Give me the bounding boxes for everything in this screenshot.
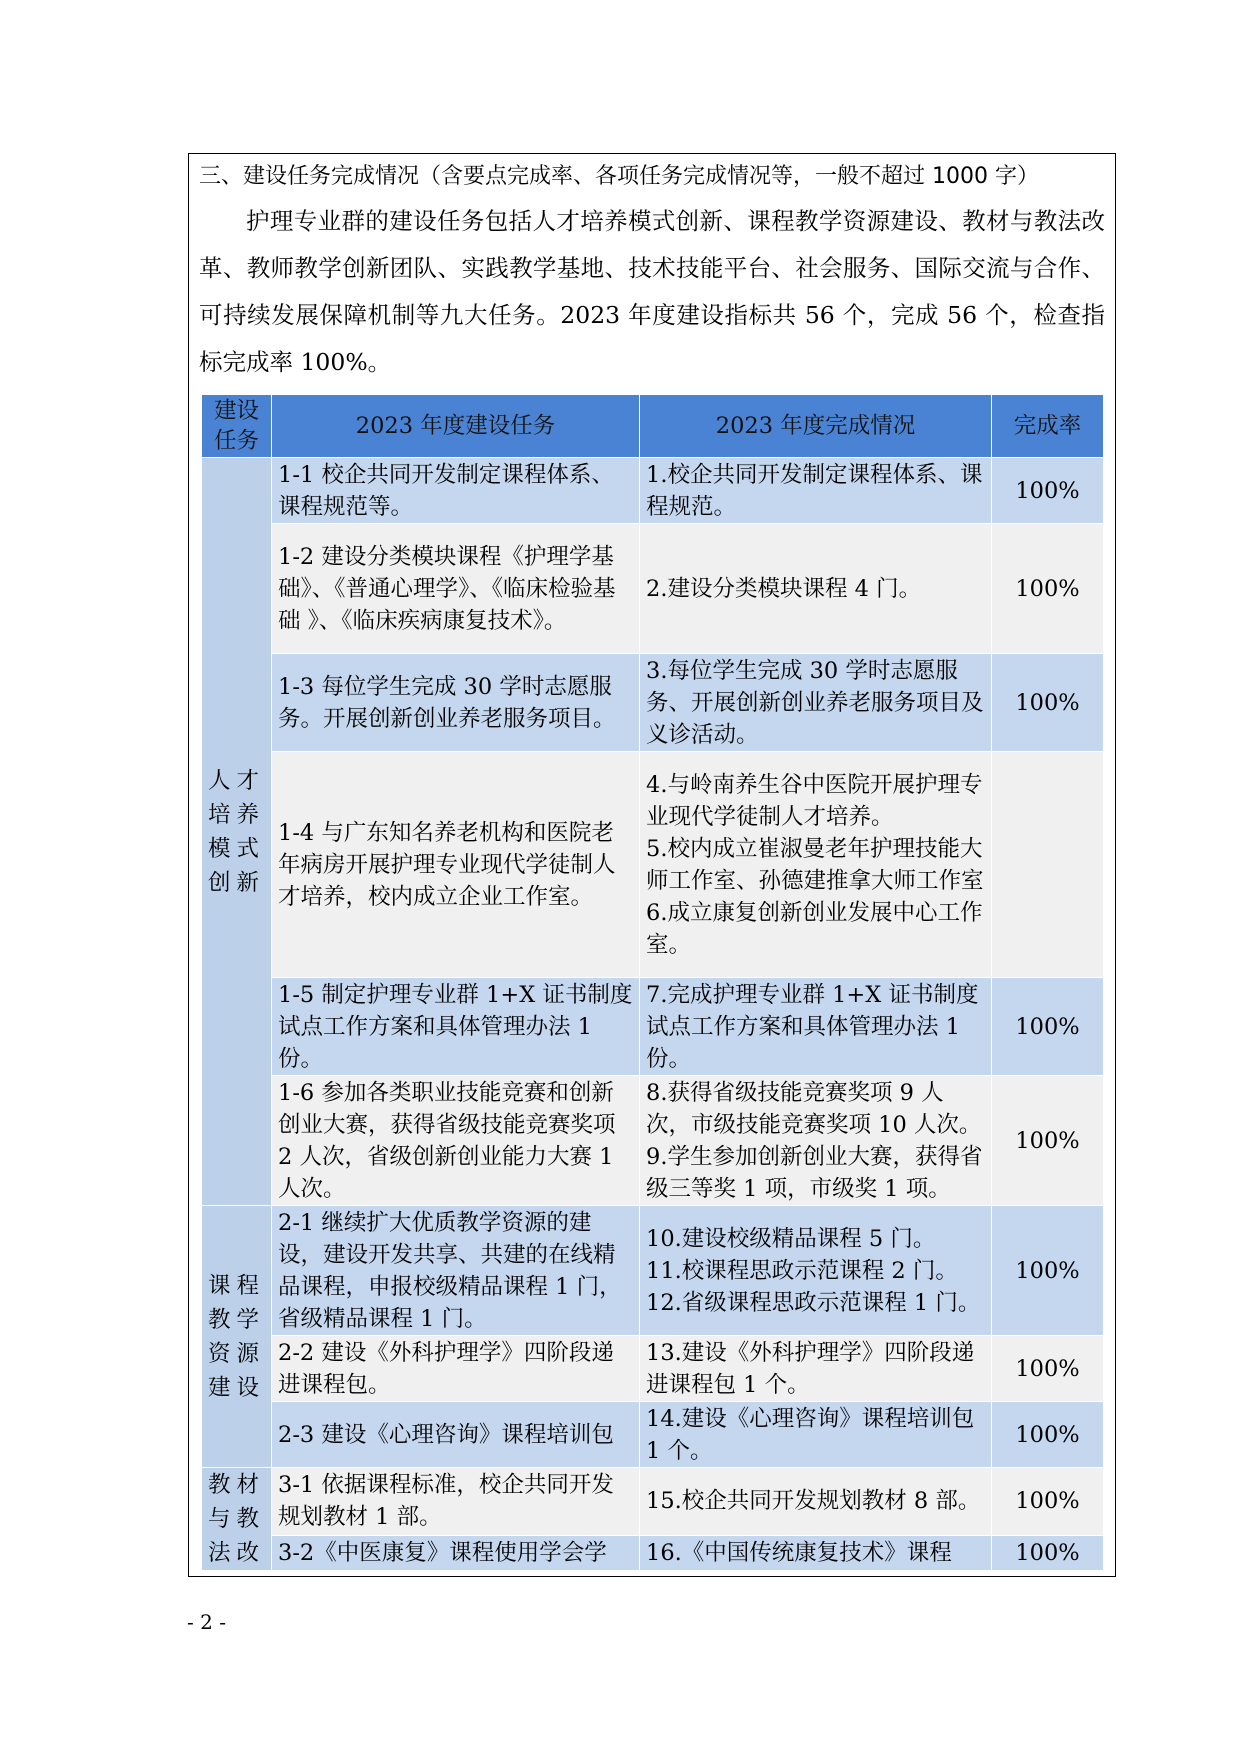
header-task: 2023 年度建设任务 (272, 395, 640, 458)
result-line: 14.建设《心理咨询》课程培训包 1 个。 (646, 1405, 975, 1464)
result-line: 10.建设校级精品课程 5 门。 (646, 1225, 936, 1252)
task-cell: 3-2《中医康复》课程使用学会学 (272, 1535, 640, 1570)
result-line: 5.校内成立崔淑曼老年护理技能大师工作室、孙德建推拿大师工作室 (646, 835, 984, 894)
result-line: 3.每位学生完成 30 学时志愿服务、开展创新创业养老服务项目及义诊活动。 (646, 657, 984, 748)
result-cell (640, 654, 992, 752)
task-cell: 3-1 依据课程标准，校企共同开发规划教材 1 部。 (272, 1468, 640, 1536)
rate-cell: 100% (992, 524, 1104, 654)
result-line: 6.成立康复创新创业发展中心工作室。 (646, 899, 983, 958)
rate-cell (992, 752, 1104, 978)
table-row (202, 1206, 1104, 1336)
task-cell: 1-4 与广东知名养老机构和医院老年病房开展护理专业现代学徒制人才培养，校内成立企业工作室。 (272, 752, 640, 978)
result-cell (640, 1468, 992, 1536)
result-cell (640, 458, 992, 524)
result-cell (640, 1535, 992, 1570)
task-cell: 1-3 每位学生完成 30 学时志愿服务。开展创新创业养老服务项目。 (272, 654, 640, 752)
rate-cell: 100% (992, 1076, 1104, 1206)
task-cell: 1-1 校企共同开发制定课程体系、课程规范等。 (272, 458, 640, 524)
result-line: 2.建设分类模块课程 4 门。 (646, 575, 922, 602)
result-cell (640, 1336, 992, 1402)
table-row (202, 978, 1104, 1076)
result-line: 13.建设《外科护理学》四阶段递进课程包 1 个。 (646, 1339, 975, 1398)
table-row (202, 524, 1104, 654)
result-line: 4.与岭南养生谷中医院开展护理专业现代学徒制人才培养。 (646, 771, 983, 830)
page-number: - 2 - (187, 1610, 226, 1634)
result-line: 1.校企共同开发制定课程体系、课程规范。 (646, 461, 983, 520)
rate-cell: 100% (992, 654, 1104, 752)
table-row (202, 1336, 1104, 1402)
result-line: 15.校企共同开发规划教材 8 部。 (646, 1488, 981, 1515)
rate-cell: 100% (992, 1206, 1104, 1336)
task-cell: 1-2 建设分类模块课程《护理学基础》、《普通心理学》、《临床检验基础 》、《临床疾病康复技术》。 (272, 524, 640, 654)
task-cell: 2-3 建设《心理咨询》课程培训包 (272, 1402, 640, 1468)
result-line: 16.《中国传统康复技术》课程 (646, 1539, 952, 1566)
table-row (202, 1402, 1104, 1468)
rate-cell: 100% (992, 1402, 1104, 1468)
content-frame (188, 153, 1116, 1577)
result-cell (640, 752, 992, 978)
result-cell (640, 1076, 992, 1206)
table-header-row (202, 395, 1104, 458)
task-cell: 2-1 继续扩大优质教学资源的建设，建设开发共享、共建的在线精品课程，申报校级精品课程 1 门，省级精品课程 1 门。 (272, 1206, 640, 1336)
section-intro: 护理专业群的建设任务包括人才培养模式创新、课程教学资源建设、教材与教法改革、教师教学创新团队、实践教学基地、技术技能平台、社会服务、国际交流与合作、可持续发展保障机制等九大任务。2023 年度建设指标共 56 个，完成 56 个，检查指标完成率 100%。 (199, 207, 1105, 376)
result-line: 12.省级课程思政示范课程 1 门。 (646, 1289, 981, 1316)
table-row (202, 654, 1104, 752)
category-cell: 课程教学资源建设 (202, 1206, 272, 1468)
result-line: 8.获得省级技能竞赛奖项 9 人次，市级技能竞赛奖项 10 人次。 (646, 1079, 982, 1138)
task-table (201, 394, 1104, 1571)
rate-cell: 100% (992, 978, 1104, 1076)
task-cell: 1-5 制定护理专业群 1+X 证书制度试点工作方案和具体管理办法 1 份。 (272, 978, 640, 1076)
rate-cell: 100% (992, 1535, 1104, 1570)
table-row (202, 752, 1104, 978)
task-cell: 1-6 参加各类职业技能竞赛和创新创业大赛，获得省级技能竞赛奖项 2 人次，省级创新创业能力大赛 1 人次。 (272, 1076, 640, 1206)
rate-cell: 100% (992, 1336, 1104, 1402)
result-cell (640, 524, 992, 654)
table-row (202, 458, 1104, 524)
result-line: 9.学生参加创新创业大赛，获得省级三等奖 1 项，市级奖 1 项。 (646, 1143, 983, 1202)
rate-cell: 100% (992, 1468, 1104, 1536)
result-line: 7.完成护理专业群 1+X 证书制度试点工作方案和具体管理办法 1 份。 (646, 981, 979, 1072)
result-cell (640, 978, 992, 1076)
section-heading: 三、建设任务完成情况（含要点完成率、各项任务完成情况等，一般不超过 1000 字） (199, 164, 1039, 189)
table-row (202, 1076, 1104, 1206)
rate-cell: 100% (992, 458, 1104, 524)
result-cell (640, 1206, 992, 1336)
result-cell (640, 1402, 992, 1468)
header-category: 建设任务 (202, 395, 272, 458)
table-row (202, 1468, 1104, 1536)
table-row (202, 1535, 1104, 1570)
header-result: 2023 年度完成情况 (640, 395, 992, 458)
task-cell: 2-2 建设《外科护理学》四阶段递进课程包。 (272, 1336, 640, 1402)
result-line: 11.校课程思政示范课程 2 门。 (646, 1257, 958, 1284)
category-cell: 教材与教法改 (202, 1468, 272, 1571)
category-cell: 人才培养模式创新 (202, 458, 272, 1206)
header-rate: 完成率 (992, 395, 1104, 458)
